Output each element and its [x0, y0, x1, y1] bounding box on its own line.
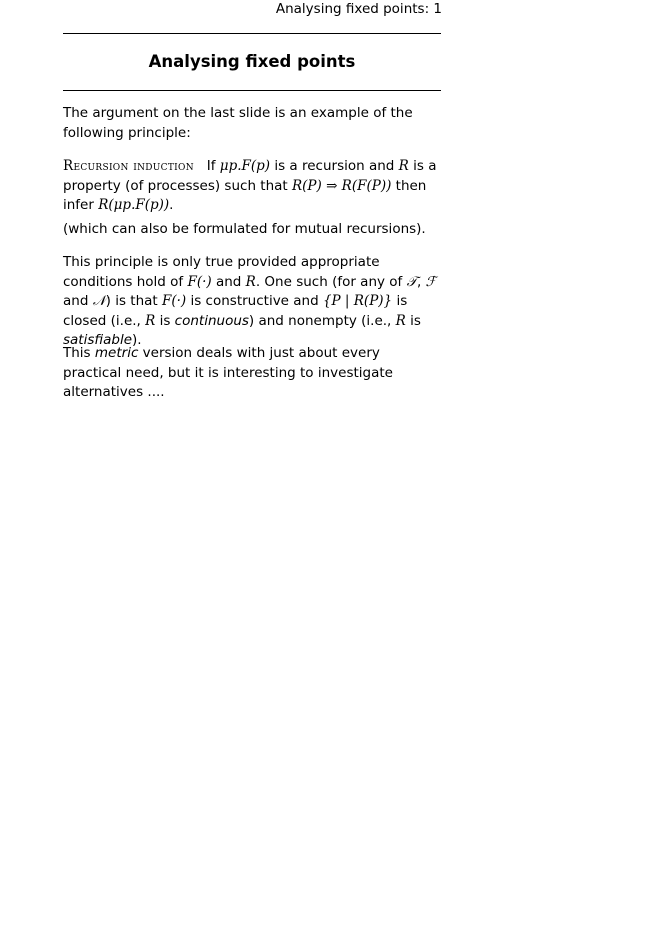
text: is [155, 312, 175, 329]
math-expression: R [245, 273, 256, 290]
text: This principle is only true provided appropriate conditions hold of [63, 254, 380, 290]
text: is closed (i.e., [63, 293, 408, 329]
text: is a recursion and [270, 158, 399, 174]
principle-label: Recursion induction [63, 158, 194, 174]
title-rule-top [63, 33, 441, 34]
model-symbol: 𝒯 [406, 273, 417, 290]
slide-title: Analysing fixed points [148, 52, 356, 71]
math-expression: μp.F(p) [219, 158, 271, 174]
running-head: Analysing fixed points: 1 [275, 1, 442, 17]
model-symbol: 𝒩 [92, 293, 106, 309]
math-expression: F(·) [187, 273, 212, 290]
text: . One such (for any of [255, 273, 407, 290]
text: is constructive and [186, 293, 323, 309]
text: If [206, 158, 220, 174]
math-expression: R(P) ⇒ R(F(P)) [292, 177, 392, 194]
math-expression: R [398, 158, 409, 174]
paragraph-intro: The argument on the last slide is an example of the following principle: [63, 105, 413, 141]
text: then infer [63, 177, 427, 213]
paragraph-metric-version [63, 344, 441, 403]
text: ). [132, 332, 142, 348]
math-expression: R(μp.F(p)) [98, 197, 170, 213]
text: version deals with just about every practical need, but it is interesting to investigate alternatives .... [63, 345, 393, 400]
math-expression: F(·) [161, 293, 187, 309]
text: is [405, 312, 421, 329]
math-expression: R [145, 312, 156, 329]
paragraph-mutual-recursion-note: (which can also be formulated for mutual recursions). [63, 221, 426, 237]
text: and [63, 293, 93, 309]
text: , [416, 273, 426, 290]
paragraph-recursion-induction [63, 157, 441, 216]
emphasis: satisfiable [63, 332, 133, 348]
text: is a property (of processes) such that [63, 158, 437, 194]
model-symbol: ℱ [425, 273, 437, 290]
paragraph-conditions [63, 253, 441, 351]
emphasis: continuous [174, 312, 249, 329]
text: ) is that [105, 293, 162, 309]
text: . [169, 197, 174, 213]
text: ) and nonempty (i.e., [248, 312, 396, 329]
text: and [211, 273, 246, 290]
math-expression: R [395, 312, 406, 329]
title-rule-bottom [63, 90, 441, 91]
emphasis: metric [94, 345, 139, 361]
math-expression: {P | R(P)} [322, 293, 393, 309]
text: This [63, 345, 95, 361]
